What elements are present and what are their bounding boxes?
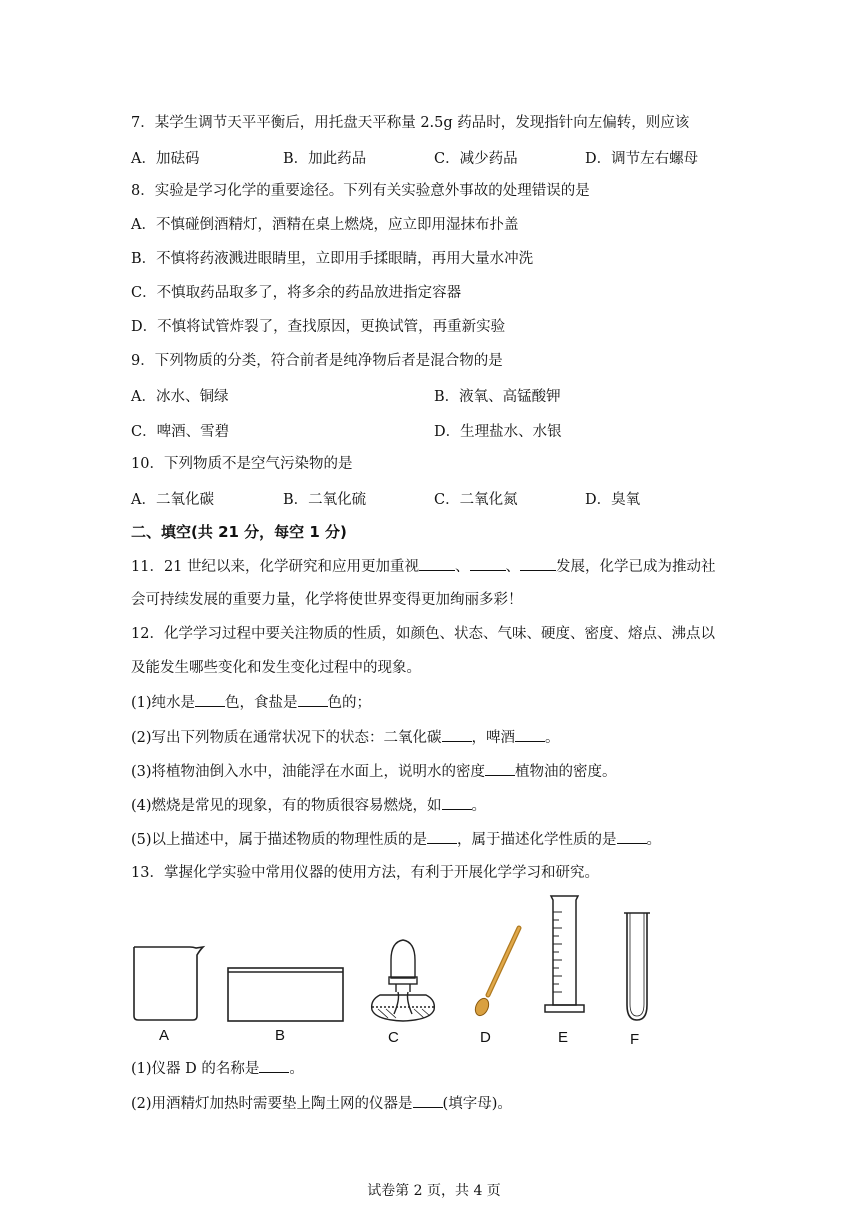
q12-sub1-text-c: 色的； xyxy=(327,695,372,711)
apparatus-label-f: F xyxy=(630,1031,640,1048)
q11-sep-2: 、 xyxy=(505,559,521,575)
spatula-icon xyxy=(473,928,519,1018)
q9-option-d: D．生理盐水、水银 xyxy=(434,424,562,440)
q12-sub1-text-a: (1)纯水是 xyxy=(131,695,196,711)
q13-sub1-text-a: (1)仪器 D 的名称是 xyxy=(131,1061,260,1077)
q13-sub2-blank-1[interactable] xyxy=(413,1093,443,1108)
q7-option-b: B．加此药品 xyxy=(283,151,367,167)
q12-sub2-text-a: (2)写出下列物质在通常状况下的状态：二氧化碳 xyxy=(131,730,442,746)
q12-sub5-text-c: 。 xyxy=(646,832,662,848)
q12-sub4-text-a: (4)燃烧是常见的现象，有的物质很容易燃烧，如 xyxy=(131,798,442,814)
q13-stem: 13．掌握化学实验中常用仪器的使用方法，有利于开展化学学习和研究。 xyxy=(131,865,599,881)
q8-option-a: A．不慎碰倒酒精灯，酒精在桌上燃烧，应立即用湿抹布扑盖 xyxy=(131,217,519,233)
q11-text-2: 发展，化学已成为推动社 xyxy=(556,559,716,575)
q12-sub3-text-b: 植物油的密度。 xyxy=(515,764,617,780)
q10-option-a: A．二氧化碳 xyxy=(131,492,214,508)
q12-line2: 及能发生哪些变化和发生变化过程中的现象。 xyxy=(131,660,421,676)
q8-option-d: D．不慎将试管炸裂了，查找原因，更换试管，再重新实验 xyxy=(131,319,506,335)
q12-sub2-text-c: 。 xyxy=(545,730,560,746)
q10-stem: 10．下列物质不是空气污染物的是 xyxy=(131,456,353,472)
apparatus-label-c: C xyxy=(388,1029,399,1046)
q12-line1: 12．化学学习过程中要关注物质的性质，如颜色、状态、气味、硬度、密度、熔点、沸点以 xyxy=(131,626,715,642)
q11-sep-1: 、 xyxy=(455,559,470,575)
page-footer: 试卷第 2 页，共 4 页 xyxy=(367,1183,501,1199)
q13-sub1 xyxy=(131,1058,304,1079)
q8-option-c: C．不慎取药品取多了，将多余的药品放进指定容器 xyxy=(131,285,462,301)
q8-option-b: B．不慎将药液溅进眼睛里，立即用手揉眼睛，再用大量水冲洗 xyxy=(131,251,534,267)
q13-sub2-text-a: (2)用酒精灯加热时需要垫上陶土网的仪器是 xyxy=(131,1096,413,1112)
q10-option-d: D．臭氧 xyxy=(585,492,641,508)
q12-sub5-text-b: ，属于描述化学性质的是 xyxy=(457,832,617,848)
alcohol-lamp-icon xyxy=(372,940,435,1021)
q8-stem: 8．实验是学习化学的重要途径。下列有关实验意外事故的处理错误的是 xyxy=(131,183,590,199)
q7-option-c: C．减少药品 xyxy=(434,151,518,167)
q12-sub3-text-a: (3)将植物油倒入水中，油能浮在水面上，说明水的密度 xyxy=(131,764,486,780)
apparatus-label-d: D xyxy=(480,1029,491,1046)
graduated-cylinder-icon xyxy=(545,896,584,1012)
q12-sub5-text-a: (5)以上描述中，属于描述物质的物理性质的是 xyxy=(131,832,428,848)
apparatus-label-a: A xyxy=(159,1027,170,1044)
q13-sub2-text-b: (填字母)。 xyxy=(442,1096,512,1112)
q7-option-d: D．调节左右螺母 xyxy=(585,151,699,167)
beaker-icon xyxy=(134,947,203,1020)
apparatus-label-e: E xyxy=(558,1029,569,1046)
apparatus-label-b: B xyxy=(275,1027,286,1044)
q7-stem: 7．某学生调节天平平衡后，用托盘天平称量 2.5g 药品时，发现指针向左偏转，则应该 xyxy=(131,115,690,131)
q13-sub1-text-b: 。 xyxy=(289,1061,304,1077)
q13-sub2 xyxy=(131,1093,512,1114)
q12-sub1-text-b: 色，食盐是 xyxy=(225,695,298,711)
section-2-title: 二、填空(共 21 分，每空 1 分) xyxy=(131,523,347,541)
q13-sub1-blank-1[interactable] xyxy=(259,1058,289,1073)
test-tube-icon xyxy=(624,913,650,1020)
q10-option-b: B．二氧化硫 xyxy=(283,492,367,508)
q12-sub2-text-b: ，啤酒 xyxy=(471,730,516,746)
q10-option-c: C．二氧化氮 xyxy=(434,492,518,508)
q9-option-a: A．冰水、铜绿 xyxy=(131,389,229,405)
q7-option-a: A．加砝码 xyxy=(131,151,200,167)
q9-stem: 9．下列物质的分类，符合前者是纯净物后者是混合物的是 xyxy=(131,353,503,369)
q9-option-b: B．液氧、高锰酸钾 xyxy=(434,389,561,405)
q9-option-c: C．啤酒、雪碧 xyxy=(131,424,230,440)
q12-sub4-text-b: 。 xyxy=(471,798,487,814)
trough-icon xyxy=(228,968,343,1021)
q11-text-1: 11．21 世纪以来，化学研究和应用更加重视 xyxy=(131,559,420,575)
q11-line2: 会可持续发展的重要力量，化学将使世界变得更加绚丽多彩！ xyxy=(131,592,523,608)
